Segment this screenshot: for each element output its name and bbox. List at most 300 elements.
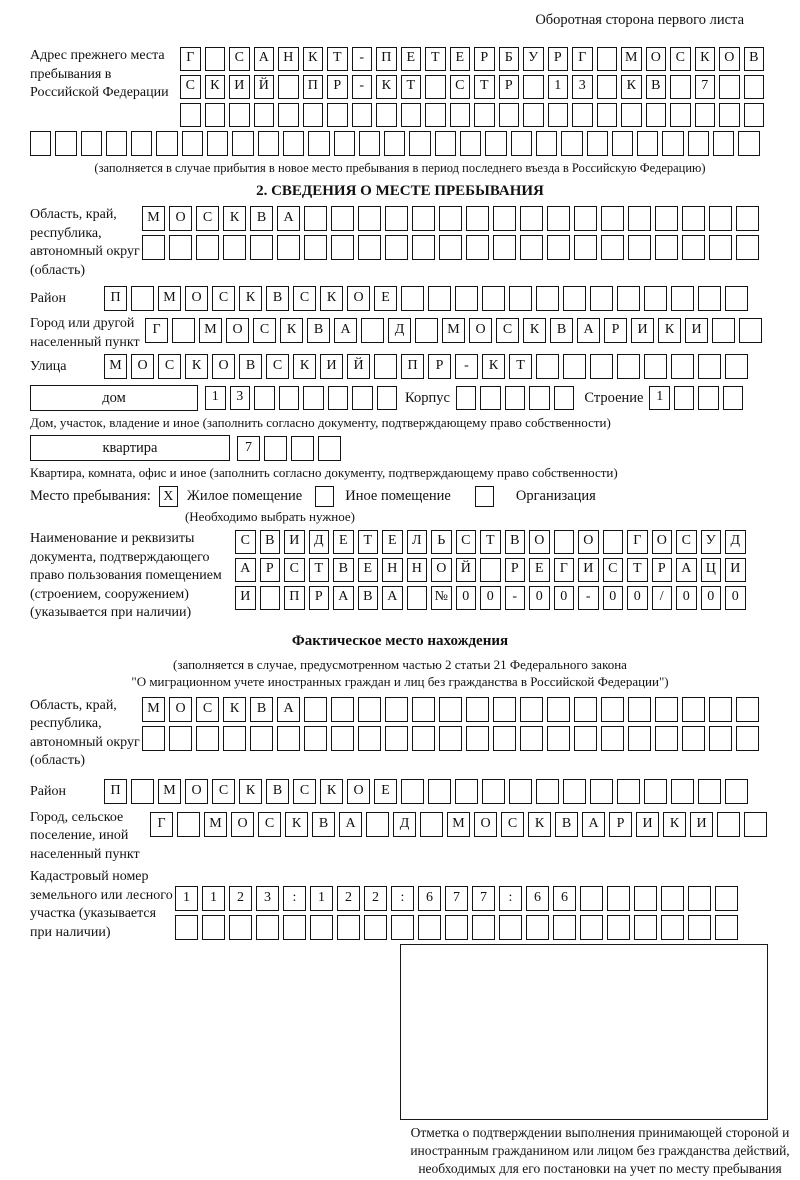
char-cell [670, 103, 691, 127]
char-cell: 6 [418, 886, 441, 911]
city-block [30, 315, 770, 352]
char-cell [450, 103, 471, 127]
char-cell: В [266, 779, 289, 804]
char-cell: С [196, 697, 219, 722]
char-cell: / [652, 586, 673, 610]
char-cell [428, 286, 451, 311]
char-cell [331, 726, 354, 751]
char-cell: Б [499, 47, 520, 71]
char-cell [366, 812, 389, 837]
char-cell [688, 131, 709, 156]
char-cell [723, 386, 744, 410]
char-cell [466, 726, 489, 751]
char-cell [563, 354, 586, 379]
char-cell: Т [509, 354, 532, 379]
char-cell [725, 779, 748, 804]
char-cell: 1 [310, 886, 333, 911]
char-cell: К [663, 812, 686, 837]
char-cell [205, 103, 226, 127]
korpus-row [456, 386, 575, 410]
char-cell: И [284, 530, 305, 554]
char-cell: К [658, 318, 681, 343]
apartment-caption: Квартира, комната, офис и иное (заполнить согласно документу, подтверждающему право собственности) [30, 465, 618, 480]
actual-location-caption-2: "О миграционном учете иностранных граждан и лиц без гражданства в Российской Федерации") [131, 673, 669, 689]
char-cell [607, 915, 630, 940]
char-cell [418, 915, 441, 940]
char-cell [358, 206, 381, 231]
char-cell [361, 318, 384, 343]
char-cell: М [104, 354, 127, 379]
char-cell [617, 354, 640, 379]
char-cell [612, 131, 633, 156]
char-cell [644, 354, 667, 379]
char-cell: Г [145, 318, 168, 343]
char-cell [682, 206, 705, 231]
char-cell: В [260, 530, 281, 554]
char-cell [229, 915, 252, 940]
char-cell [328, 386, 349, 410]
char-cell: - [455, 354, 478, 379]
char-cell [628, 206, 651, 231]
char-cell [601, 697, 624, 722]
char-cell: Д [393, 812, 416, 837]
char-cell [374, 354, 397, 379]
char-cell [283, 131, 304, 156]
char-cell [175, 915, 198, 940]
char-cell: М [158, 286, 181, 311]
char-cell [352, 386, 373, 410]
stay-option-label-organization: Организация [515, 488, 596, 504]
char-cell [207, 131, 228, 156]
char-cell [655, 726, 678, 751]
char-cell: Е [374, 286, 397, 311]
char-cell [603, 530, 624, 554]
char-cell: М [447, 812, 470, 837]
char-cell: С [158, 354, 181, 379]
char-cell [223, 235, 246, 260]
char-cell [331, 697, 354, 722]
char-cell [412, 726, 435, 751]
char-cell [169, 726, 192, 751]
char-cell: Н [278, 47, 299, 71]
char-cell [563, 779, 586, 804]
char-cell [736, 235, 759, 260]
char-cell: А [333, 586, 354, 610]
char-cell [401, 286, 424, 311]
char-cell [563, 286, 586, 311]
char-cell [590, 354, 613, 379]
char-cell: Е [358, 558, 379, 582]
char-cell [250, 235, 273, 260]
stay-type-label: Место пребывания: [30, 488, 151, 504]
stroenie-row [649, 386, 743, 410]
char-cell [574, 697, 597, 722]
char-cell [30, 131, 51, 156]
char-cell [196, 235, 219, 260]
char-cell [223, 726, 246, 751]
char-cell: М [142, 206, 165, 231]
prev-address-row-3 [180, 103, 764, 127]
char-cell [278, 103, 299, 127]
char-cell [674, 386, 695, 410]
char-cell [254, 103, 275, 127]
char-cell [736, 697, 759, 722]
char-cell [744, 75, 765, 99]
char-cell: Р [652, 558, 673, 582]
char-cell: В [550, 318, 573, 343]
char-cell: П [104, 286, 127, 311]
char-cell: Й [347, 354, 370, 379]
char-cell [472, 915, 495, 940]
char-cell: О [431, 558, 452, 582]
char-cell: А [382, 586, 403, 610]
char-cell: К [285, 812, 308, 837]
char-cell: 1 [649, 386, 670, 410]
char-cell [509, 286, 532, 311]
char-cell [709, 697, 732, 722]
stroenie-label: Строение [584, 390, 644, 406]
char-cell [304, 697, 327, 722]
actual-region-block [30, 697, 770, 771]
char-cell: О [474, 812, 497, 837]
char-cell: С [496, 318, 519, 343]
char-cell: И [578, 558, 599, 582]
char-cell: - [352, 75, 373, 99]
char-cell [439, 235, 462, 260]
char-cell [715, 915, 738, 940]
char-cell [384, 131, 405, 156]
char-cell [401, 103, 422, 127]
char-cell: И [685, 318, 708, 343]
actual-region-label: Область, край, республика, автономный округ (область) [30, 697, 140, 768]
stay-option-checkbox-other [315, 486, 334, 507]
char-cell: И [690, 812, 713, 837]
city-label: Город или другой населенный пункт [30, 316, 140, 350]
char-cell [425, 103, 446, 127]
char-cell: П [376, 47, 397, 71]
char-cell [698, 286, 721, 311]
char-cell: Р [609, 812, 632, 837]
actual-city-row [150, 812, 767, 837]
apartment-type-box: квартира [30, 435, 230, 461]
char-cell [536, 779, 559, 804]
char-cell: У [701, 530, 722, 554]
char-cell: 0 [603, 586, 624, 610]
char-cell: В [358, 586, 379, 610]
char-cell [304, 726, 327, 751]
char-cell [331, 206, 354, 231]
char-cell [554, 530, 575, 554]
char-cell [202, 915, 225, 940]
char-cell: Р [505, 558, 526, 582]
char-cell [547, 235, 570, 260]
char-cell [493, 235, 516, 260]
char-cell: 6 [553, 886, 576, 911]
char-cell [131, 131, 152, 156]
char-cell: - [578, 586, 599, 610]
char-cell [460, 131, 481, 156]
char-cell [499, 915, 522, 940]
char-cell: 0 [676, 586, 697, 610]
prev-address-label: Адрес прежнего места пребывания в Российской Федерации [30, 48, 169, 100]
char-cell: С [212, 286, 235, 311]
char-cell [409, 131, 430, 156]
char-cell [55, 131, 76, 156]
char-cell [258, 131, 279, 156]
char-cell: В [239, 354, 262, 379]
char-cell [688, 915, 711, 940]
char-cell: О [185, 286, 208, 311]
stay-option-checkbox-residential: X [159, 486, 178, 507]
char-cell: Т [358, 530, 379, 554]
char-cell: Е [374, 779, 397, 804]
char-cell: Р [474, 47, 495, 71]
char-cell [547, 697, 570, 722]
char-cell: А [254, 47, 275, 71]
char-cell: 0 [480, 586, 501, 610]
char-cell [493, 206, 516, 231]
char-cell [172, 318, 195, 343]
char-cell: О [212, 354, 235, 379]
char-cell: Т [480, 530, 501, 554]
char-cell [439, 206, 462, 231]
char-cell: С [229, 47, 250, 71]
char-cell: А [235, 558, 256, 582]
apartment-block [30, 435, 770, 461]
char-cell: В [333, 558, 354, 582]
city-row [145, 318, 762, 343]
char-cell: А [334, 318, 357, 343]
char-cell: М [442, 318, 465, 343]
char-cell [358, 235, 381, 260]
cadastral-block [30, 868, 770, 942]
char-cell: К [223, 697, 246, 722]
char-cell: В [266, 286, 289, 311]
char-cell [358, 697, 381, 722]
char-cell: К [320, 779, 343, 804]
char-cell [256, 915, 279, 940]
char-cell [655, 697, 678, 722]
char-cell [536, 354, 559, 379]
stay-option-checkbox-organization [475, 486, 494, 507]
char-cell: О [578, 530, 599, 554]
char-cell [412, 235, 435, 260]
char-cell [529, 386, 550, 410]
char-cell [439, 697, 462, 722]
char-cell: Т [627, 558, 648, 582]
char-cell [520, 206, 543, 231]
char-cell: Д [388, 318, 411, 343]
char-cell [526, 915, 549, 940]
char-cell: Г [180, 47, 201, 71]
char-cell [698, 386, 719, 410]
char-cell: В [555, 812, 578, 837]
char-cell [331, 235, 354, 260]
char-cell [715, 886, 738, 911]
char-cell [738, 131, 759, 156]
char-cell: О [169, 697, 192, 722]
char-cell [131, 779, 154, 804]
char-cell: И [725, 558, 746, 582]
char-cell [554, 386, 575, 410]
document-block [30, 530, 770, 623]
char-cell: Ь [431, 530, 452, 554]
char-cell [725, 286, 748, 311]
char-cell [277, 235, 300, 260]
prev-address-row-1 [180, 47, 764, 71]
char-cell: В [307, 318, 330, 343]
char-cell: О [719, 47, 740, 71]
char-cell [655, 235, 678, 260]
char-cell: Е [401, 47, 422, 71]
char-cell [523, 75, 544, 99]
char-cell [304, 235, 327, 260]
char-cell [597, 75, 618, 99]
char-cell: 3 [572, 75, 593, 99]
char-cell [260, 586, 281, 610]
char-cell [509, 779, 532, 804]
char-cell: М [204, 812, 227, 837]
char-cell: И [631, 318, 654, 343]
char-cell: С [253, 318, 276, 343]
char-cell [359, 131, 380, 156]
char-cell [205, 47, 226, 71]
char-cell [644, 779, 667, 804]
char-cell [420, 812, 443, 837]
char-cell [493, 697, 516, 722]
stay-option-label-residential: Жилое помещение [186, 488, 303, 504]
back-side-note: Оборотная сторона первого листа [535, 12, 744, 28]
char-cell [637, 131, 658, 156]
char-cell [385, 697, 408, 722]
char-cell [435, 131, 456, 156]
char-cell [304, 206, 327, 231]
char-cell [717, 812, 740, 837]
char-cell [670, 75, 691, 99]
char-cell: О [347, 779, 370, 804]
char-cell [682, 697, 705, 722]
char-cell: № [431, 586, 452, 610]
char-cell [671, 354, 694, 379]
char-cell [291, 436, 314, 461]
char-cell [81, 131, 102, 156]
char-cell [142, 235, 165, 260]
char-cell: Е [382, 530, 403, 554]
char-cell: А [339, 812, 362, 837]
char-cell: Р [260, 558, 281, 582]
char-cell [407, 586, 428, 610]
char-cell [547, 206, 570, 231]
char-cell [682, 726, 705, 751]
char-cell: К [320, 286, 343, 311]
char-cell [736, 206, 759, 231]
char-cell [628, 726, 651, 751]
char-cell [536, 286, 559, 311]
char-cell: Й [254, 75, 275, 99]
actual-city-label: Город, сельское поселение, иной населенный пункт [30, 809, 140, 862]
char-cell: Л [407, 530, 428, 554]
char-cell: Г [554, 558, 575, 582]
char-cell [590, 286, 613, 311]
char-cell [308, 131, 329, 156]
prev-address-row-2 [180, 75, 764, 99]
char-cell: П [401, 354, 424, 379]
char-cell [574, 235, 597, 260]
char-cell [303, 103, 324, 127]
char-cell: К [280, 318, 303, 343]
char-cell: 3 [256, 886, 279, 911]
char-cell [719, 75, 740, 99]
char-cell [310, 915, 333, 940]
stay-type-block [30, 486, 770, 507]
char-cell [644, 286, 667, 311]
char-cell: С [235, 530, 256, 554]
char-cell [698, 354, 721, 379]
char-cell [601, 206, 624, 231]
char-cell [547, 726, 570, 751]
char-cell [385, 726, 408, 751]
char-cell [334, 131, 355, 156]
char-cell: Т [425, 47, 446, 71]
char-cell [401, 779, 424, 804]
char-cell: У [523, 47, 544, 71]
char-cell [713, 131, 734, 156]
char-cell [744, 812, 767, 837]
char-cell [520, 697, 543, 722]
char-cell: С [293, 286, 316, 311]
char-cell [671, 286, 694, 311]
char-cell: 7 [445, 886, 468, 911]
cadastral-row-1 [175, 886, 738, 911]
char-cell [254, 386, 275, 410]
char-cell: И [636, 812, 659, 837]
char-cell [131, 286, 154, 311]
char-cell: П [303, 75, 324, 99]
char-cell: С [456, 530, 477, 554]
char-cell [466, 697, 489, 722]
char-cell [520, 235, 543, 260]
char-cell: К [185, 354, 208, 379]
char-cell: К [695, 47, 716, 71]
document-row-3 [235, 586, 746, 610]
char-cell [196, 726, 219, 751]
char-cell [466, 206, 489, 231]
char-cell [277, 726, 300, 751]
char-cell: Т [309, 558, 330, 582]
prev-address-caption: (заполняется в случае прибытия в новое место пребывания в период последнего въезда в Российскую Федерацию) [94, 161, 706, 175]
char-cell: Р [548, 47, 569, 71]
char-cell: К [239, 779, 262, 804]
char-cell: С [603, 558, 624, 582]
char-cell: Р [309, 586, 330, 610]
char-cell: Т [327, 47, 348, 71]
char-cell: О [226, 318, 249, 343]
actual-region-row-2 [142, 726, 759, 751]
char-cell [474, 103, 495, 127]
char-cell: А [277, 206, 300, 231]
char-cell [279, 386, 300, 410]
char-cell: : [283, 886, 306, 911]
char-cell [698, 779, 721, 804]
document-row-2 [235, 558, 746, 582]
char-cell: С [293, 779, 316, 804]
char-cell: И [229, 75, 250, 99]
char-cell: О [646, 47, 667, 71]
char-cell: 1 [175, 886, 198, 911]
char-cell [661, 886, 684, 911]
char-cell [428, 779, 451, 804]
stay-hint: (Необходимо выбрать нужное) [184, 509, 356, 524]
